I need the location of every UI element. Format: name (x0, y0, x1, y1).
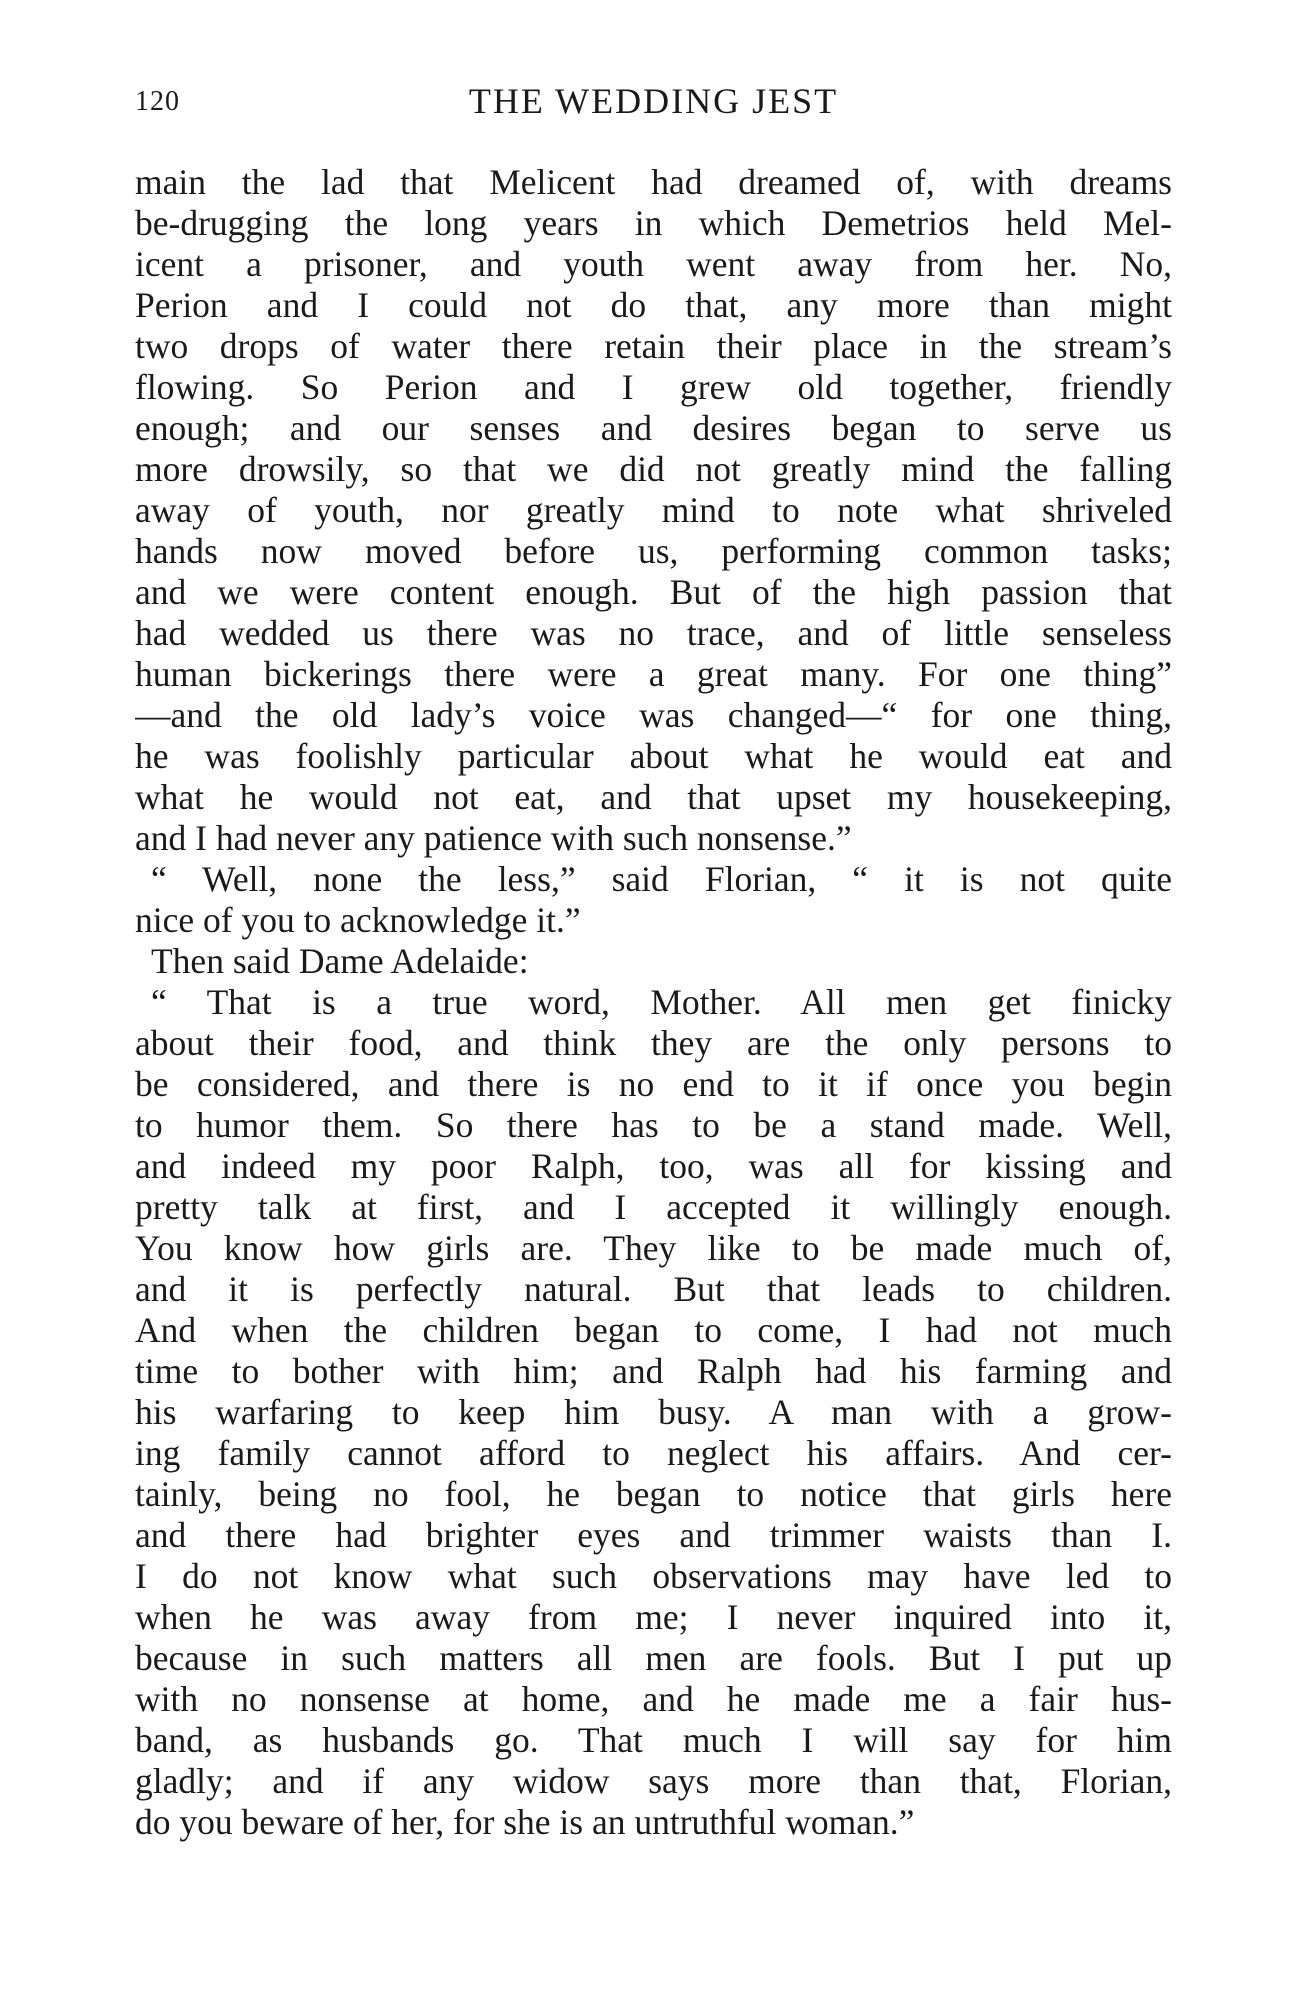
page-number: 120 (135, 86, 180, 117)
text-line: he was foolishly particular about what he would eat and (135, 736, 1172, 776)
text-line: had wedded us there was no trace, and of little senseless (135, 613, 1172, 653)
text-line: “ Well, none the less,” said Florian, “ it is not quite (151, 859, 1172, 899)
text-line: and there had brighter eyes and trimmer waists than I. (135, 1515, 1172, 1555)
text-line: And when the children began to come, I had not much (135, 1310, 1172, 1350)
text-line: and we were content enough. But of the high passion that (135, 572, 1172, 612)
text-line: and it is perfectly natural. But that leads to children. (135, 1269, 1172, 1309)
text-line: gladly; and if any widow says more than that, Florian, (135, 1761, 1172, 1801)
text-line: time to bother with him; and Ralph had his farming and (135, 1351, 1172, 1391)
text-line: “ That is a true word, Mother. All men get finicky (151, 982, 1172, 1022)
text-line: two drops of water there retain their place in the stream’s (135, 326, 1172, 366)
body-text (135, 162, 1172, 1843)
text-line: —and the old lady’s voice was changed—“ for one thing, (135, 695, 1172, 735)
text-line: Then said Dame Adelaide: (151, 941, 529, 981)
text-line: because in such matters all men are fools. But I put up (135, 1638, 1172, 1678)
text-line: pretty talk at first, and I accepted it willingly enough. (135, 1187, 1172, 1227)
text-line: his warfaring to keep him busy. A man with a grow- (135, 1392, 1172, 1432)
text-line: main the lad that Melicent had dreamed of, with dreams (135, 162, 1172, 202)
text-line: what he would not eat, and that upset my housekeeping, (135, 777, 1172, 817)
text-line: more drowsily, so that we did not greatly mind the falling (135, 449, 1172, 489)
text-line: and indeed my poor Ralph, too, was all for kissing and (135, 1146, 1172, 1186)
text-line: be considered, and there is no end to it if once you begin (135, 1064, 1172, 1104)
text-line: You know how girls are. They like to be made much of, (135, 1228, 1172, 1268)
text-line: hands now moved before us, performing common tasks; (135, 531, 1172, 571)
text-line: I do not know what such observations may have led to (135, 1556, 1172, 1596)
text-line: when he was away from me; I never inquired into it, (135, 1597, 1172, 1637)
text-line: away of youth, nor greatly mind to note what shriveled (135, 490, 1172, 530)
text-line: be-drugging the long years in which Demetrios held Mel- (135, 203, 1172, 243)
text-line: about their food, and think they are the only persons to (135, 1023, 1172, 1063)
text-line: icent a prisoner, and youth went away from her. No, (135, 244, 1172, 284)
text-line: and I had never any patience with such nonsense.” (135, 818, 852, 858)
text-line: tainly, being no fool, he began to notice that girls here (135, 1474, 1172, 1514)
text-line: human bickerings there were a great many. For one thing” (135, 654, 1172, 694)
text-line: to humor them. So there has to be a stand made. Well, (135, 1105, 1172, 1145)
page-header (135, 80, 1172, 130)
text-line: nice of you to acknowledge it.” (135, 900, 581, 940)
text-line: with no nonsense at home, and he made me a fair hus- (135, 1679, 1172, 1719)
running-title: THE WEDDING JEST (468, 81, 839, 121)
text-line: band, as husbands go. That much I will say for him (135, 1720, 1172, 1760)
text-line: Perion and I could not do that, any more than might (135, 285, 1172, 325)
text-line: flowing. So Perion and I grew old together, friendly (135, 367, 1172, 407)
text-line: do you beware of her, for she is an untruthful woman.” (135, 1802, 915, 1842)
text-line: ing family cannot afford to neglect his affairs. And cer- (135, 1433, 1172, 1473)
text-line: enough; and our senses and desires began to serve us (135, 408, 1172, 448)
